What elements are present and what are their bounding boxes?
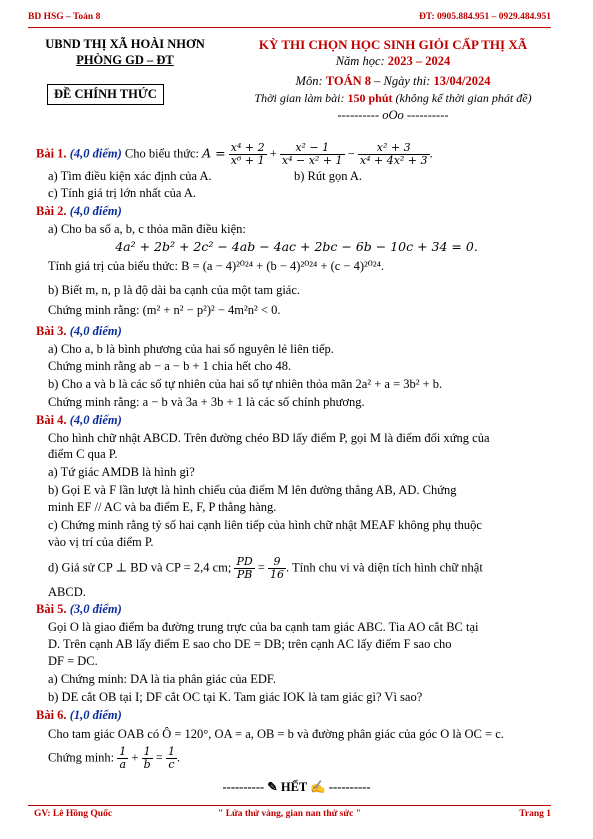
subject-line: Môn: TOÁN 8 – Ngày thi: 13/04/2024 bbox=[295, 74, 491, 88]
problem-2-value: Tính giá trị của biểu thức: B = (a − 4)²⁰²⁴ + (b − 4)²⁰²⁴ + (c − 4)²⁰²⁴. bbox=[48, 259, 385, 273]
problem-1c: c) Tính giá trị lớn nhất của A. bbox=[48, 186, 197, 200]
problem-2-equation: 4a² + 2b² + 2c² − 4ab − 4ac + 2bc − 6b − 10c + 34 = 0. bbox=[115, 239, 478, 254]
problem-5a: a) Chứng minh: DA là tia phân giác của EDF. bbox=[48, 672, 276, 686]
school-year: Năm học: 2023 – 2024 bbox=[335, 54, 451, 68]
org-name: UBND THỊ XÃ HOÀI NHƠN bbox=[45, 37, 205, 51]
problem-2b: b) Biết m, n, p là độ dài ba cạnh của một tam giác. bbox=[48, 283, 301, 297]
problem-4c-2: vào vị trí của điểm P. bbox=[48, 535, 154, 549]
problem-5: Bài 5. (3,0 điểm) bbox=[36, 602, 122, 616]
problem-4d-2: ABCD. bbox=[48, 585, 86, 599]
problem-2: Bài 2. (4,0 điểm) bbox=[36, 204, 122, 218]
header-rule bbox=[28, 27, 551, 28]
problem-4: Bài 4. (4,0 điểm) bbox=[36, 413, 122, 427]
page-footer bbox=[28, 809, 551, 824]
separator: ---------- oOo ---------- bbox=[337, 108, 449, 122]
problem-3b-2: Chứng minh rằng: a − b và 3a + 3b + 1 là các số chính phương. bbox=[48, 395, 365, 409]
problem-4a: a) Tứ giác AMDB là hình gì? bbox=[48, 465, 195, 479]
footer-rule bbox=[28, 805, 551, 806]
problem-4b-1: b) Gọi E và F lần lượt là hình chiếu của điểm M lên đường thẳng AB, AD. Chứng bbox=[48, 483, 457, 497]
problem-4c-1: c) Chứng minh rằng tỷ số hai cạnh liên tiếp của hình chữ nhật MEAF không phụ thuộc bbox=[48, 518, 482, 532]
fraction-1: $\frac{\text{x⁴ + 2}}{\text{x⁶ + 1}}$ bbox=[230, 141, 265, 167]
problem-1: Bài 1. (4,0 điểm) Cho biểu thức: A = $\frac{\text{x⁴ + 2}}{\text{x⁶ + 1}}$ + $\frac{\text{x² − 1}}{\text{x⁴ − x² + 1}}$ − $\frac{\text{x² + 3}}{\text{x⁴ + 4x² + 3}}$ . bbox=[36, 141, 433, 167]
problem-4-l1: Cho hình chữ nhật ABCD. Trên đường chéo BD lấy điểm P, gọi M là điểm đối xứng của bbox=[48, 431, 490, 445]
problem-3: Bài 3. (4,0 điểm) bbox=[36, 324, 122, 338]
department: PHÒNG GD – ĐT bbox=[76, 53, 174, 67]
footer-center: " Lửa thử vàng, gian nan thử sức " bbox=[218, 809, 361, 819]
fraction-3: $\frac{\text{x² + 3}}{\text{x⁴ + 4x² + 3}}$ bbox=[359, 141, 428, 167]
problem-2a: a) Cho ba số a, b, c thỏa mãn điều kiện: bbox=[48, 222, 246, 236]
header-left: BD HSG – Toán 8 bbox=[28, 12, 101, 22]
header-right: ĐT: 0905.884.951 – 0929.484.951 bbox=[418, 12, 551, 22]
fraction-pd-pb: $\frac{PD}{PB}$ bbox=[236, 555, 253, 581]
footer-left: GV: Lê Hồng Quốc bbox=[34, 809, 113, 819]
problem-2-prove: Chứng minh rằng: (m² + n² − p²)² − 4m²n² < 0. bbox=[48, 303, 281, 317]
footer-right: Trang 1 bbox=[519, 809, 551, 819]
official-badge: ĐỀ CHÍNH THỨC bbox=[47, 84, 164, 105]
problem-1b: b) Rút gọn A. bbox=[294, 169, 363, 183]
fraction-9-16: $\frac{9}{16}$ bbox=[270, 555, 285, 581]
problem-3b: b) Cho a và b là các số tự nhiên của hai số tự nhiên thỏa mãn 2a² + a = 3b² + b. bbox=[48, 377, 443, 391]
end-marker: ---------- ✎ HẾT ✍ ---------- bbox=[222, 780, 371, 794]
exam-title: KỲ THI CHỌN HỌC SINH GIỎI CẤP THỊ XÃ bbox=[258, 37, 528, 52]
problem-6-l2: Chứng minh: $\frac{1}{a}$ + $\frac{1}{b}$ = $\frac{1}{c}$ . bbox=[48, 745, 181, 771]
problem-3a-2: Chứng minh rằng ab − a − b + 1 chia hết cho 48. bbox=[48, 359, 292, 373]
problem-6-l1: Cho tam giác OAB có Ô = 120°, OA = a, OB = b và đường phân giác của góc O là OC = c. bbox=[48, 727, 504, 741]
duration-line: Thời gian làm bài: 150 phút (không kể thời gian phát đề) bbox=[254, 91, 532, 105]
problem-4d-1: d) Giả sử CP ⊥ BD và CP = 2,4 cm; $\frac{PD}{PB}$ = $\frac{9}{16}$ . Tính chu vi và diện tích hình chữ nhật bbox=[48, 555, 483, 581]
problem-6: Bài 6. (1,0 điểm) bbox=[36, 708, 122, 722]
problem-5b: b) DE cắt OB tại I; DF cắt OC tại K. Tam giác IOK là tam giác gì? Vì sao? bbox=[48, 690, 423, 704]
fraction-2: $\frac{\text{x² − 1}}{\text{x⁴ − x² + 1}}$ bbox=[281, 141, 343, 167]
problem-4b-2: minh EF // AC và ba điểm E, F, P thẳng hàng. bbox=[48, 500, 277, 514]
page-header bbox=[28, 12, 551, 27]
problem-1a: a) Tìm điều kiện xác định của A. bbox=[48, 169, 212, 183]
problem-4-l2: điểm C qua P. bbox=[48, 447, 118, 461]
problem-5-l1: Gọi O là giao điểm ba đường trung trực của ba cạnh tam giác ABC. Tia AO cắt BC tại bbox=[48, 620, 479, 634]
problem-5-l3: DF = DC. bbox=[48, 654, 98, 668]
problem-3a: a) Cho a, b là bình phương của hai số nguyên lẻ liên tiếp. bbox=[48, 342, 334, 356]
problem-5-l2: D. Trên cạnh AB lấy điểm E sao cho DE = DB; trên cạnh AC lấy điểm F sao cho bbox=[48, 637, 452, 651]
